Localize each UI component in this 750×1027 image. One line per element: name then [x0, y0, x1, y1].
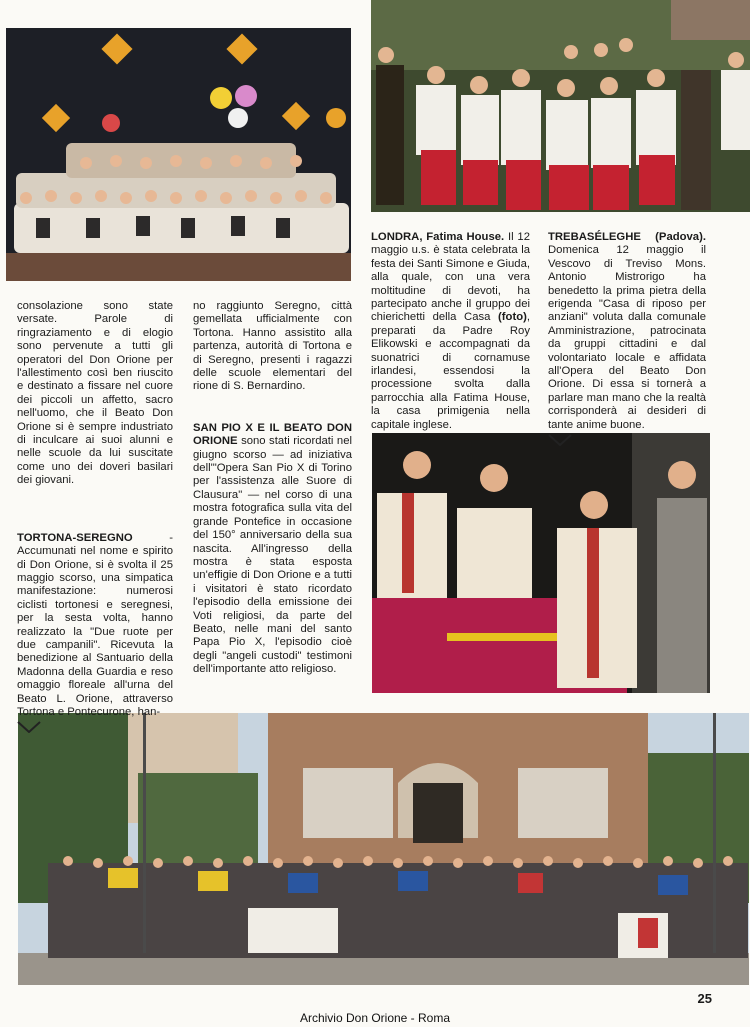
londra-heading: LONDRA, Fatima House. [371, 231, 505, 243]
treb-text: Domenica 12 maggio il Vescovo di Treviso Mons. Antonio Mistrorigo ha benedetto la prima pietra della erigenda "Casa di riposo per anziani" voluta dalla comunale Amministrazione, patrocinata da gruppi cittadini e dal volontariato locale e affidata all'Opera del Beato Don Orione. Di essa si tornerà a parlare man mano che la realtà corrisponderà ai desideri di tante anime buone. [548, 244, 706, 431]
tortona-continuation: no raggiunto Seregno, città gemellata ufficialmente con Tortona. Hanno assistito alla partenza, autorità di Tortona e di Seregno, presenti i ragazzi delle scuole elementari del rione di S. Bernardino. [193, 300, 352, 393]
photo-bishop-blessing [372, 433, 710, 693]
intro-paragraph: consolazione sono state versate. Parole di ringraziamento e di elogio sono pervenute a tutti gli operatori del Don Orione per l'allestimento così ben riuscito e destinato a fissare nel cuore dei piccoli un affetto, sacro nell'uomo, che il Beato Don Orione si è sempre industriato di inculcare ai suoi alunni e nelle scuole da lui suscitate come uno dei doveri basilari dei giovani. [17, 300, 173, 487]
continue-arrow-icon [548, 434, 572, 446]
page-number: 25 [697, 991, 712, 1006]
photo-altar-servers-london [371, 0, 750, 212]
sanpio-paragraph [193, 422, 352, 677]
continue-arrow-icon [17, 721, 41, 733]
photo-children-stage [6, 28, 351, 281]
archive-label: Archivio Don Orione - Roma [299, 1011, 451, 1025]
londra-paragraph [371, 231, 530, 432]
londra-text-b: , preparati da Padre Roy Elikowski e accompagnati da suonatrici di cornamuse irlandesi, essendosi la processione svolta dalla parrocchia alla Fatima House, la casa primigenia nella capitale inglese. [371, 311, 531, 431]
text-column-londra [371, 231, 530, 432]
text-column-middle [193, 300, 352, 677]
sanpio-heading: SAN PIO X E IL BEATO DON ORIONE [193, 421, 352, 448]
treb-paragraph [548, 231, 706, 432]
londra-text-a: Il 12 maggio u.s. è stata celebrata la festa dei Santi Simone e Giuda, alla quale, con una vera moltitudine di devoti, ha partecipato anche il gruppo dei chierichetti della Casa [371, 231, 530, 324]
sanpio-text: sono stati ricordati nel giugno scorso — ad iniziativa dell'"Opera San Pio X di Torino per l'assistenza alle Suore di Clausura" — nel corso di una mostra fotografica sulla vita del grande Pontefice in occasione del 150° anniversario della sua nascita. All'ingresso della mostra è stata esposta un'effigie di Don Orione e a tutti i visitatori è stato ricordato l'episodio della emissione dei Voti religiosi, da parte del Beato, nelle mani del santo Papa Pio X, l'episodio cioè degli "angeli custodi" testimoni dell'importante atto religioso. [193, 435, 353, 676]
treb-heading: TREBASÉLEGHE (Padova). [548, 231, 706, 243]
londra-foto-ref: (foto) [498, 311, 527, 324]
photo-cyclists-group [18, 713, 749, 985]
tortona-paragraph: TORTONA-SEREGNO - Accumunati nel nome e spirito di Don Orione, si è svolta il 25 maggio scorso, una simpatica manifestazione: numerosi ciclisti tortonesi e seregnesi, per la sesta volta, hanno realizzato la "Due ruote per due campanili". Ricevuta la benedizione al Santuario della Madonna della Guardia e reso omaggio floreale all'urna del Beato L. Orione, attraverso Tortona e Pontecurone, han- [17, 531, 173, 718]
tortona-heading: TORTONA-SEREGNO [17, 531, 133, 544]
tortona-text: Accumunati nel nome e spirito di Don Orione, si è svolta il 25 maggio scorso, una simpatica manifestazione: numerosi ciclisti tortonesi e seregnesi, per la sesta volta, hanno realizzato la "Due ruote per due campanili". Ricevuta la benedizione al Santuario della Madonna della Guardia e reso omaggio floreale all'urna del Beato L. Orione, attraverso Tortona e Pontecurone, han- [17, 545, 173, 718]
text-column-trebaseleghe [548, 231, 706, 451]
text-column-left [17, 300, 173, 738]
